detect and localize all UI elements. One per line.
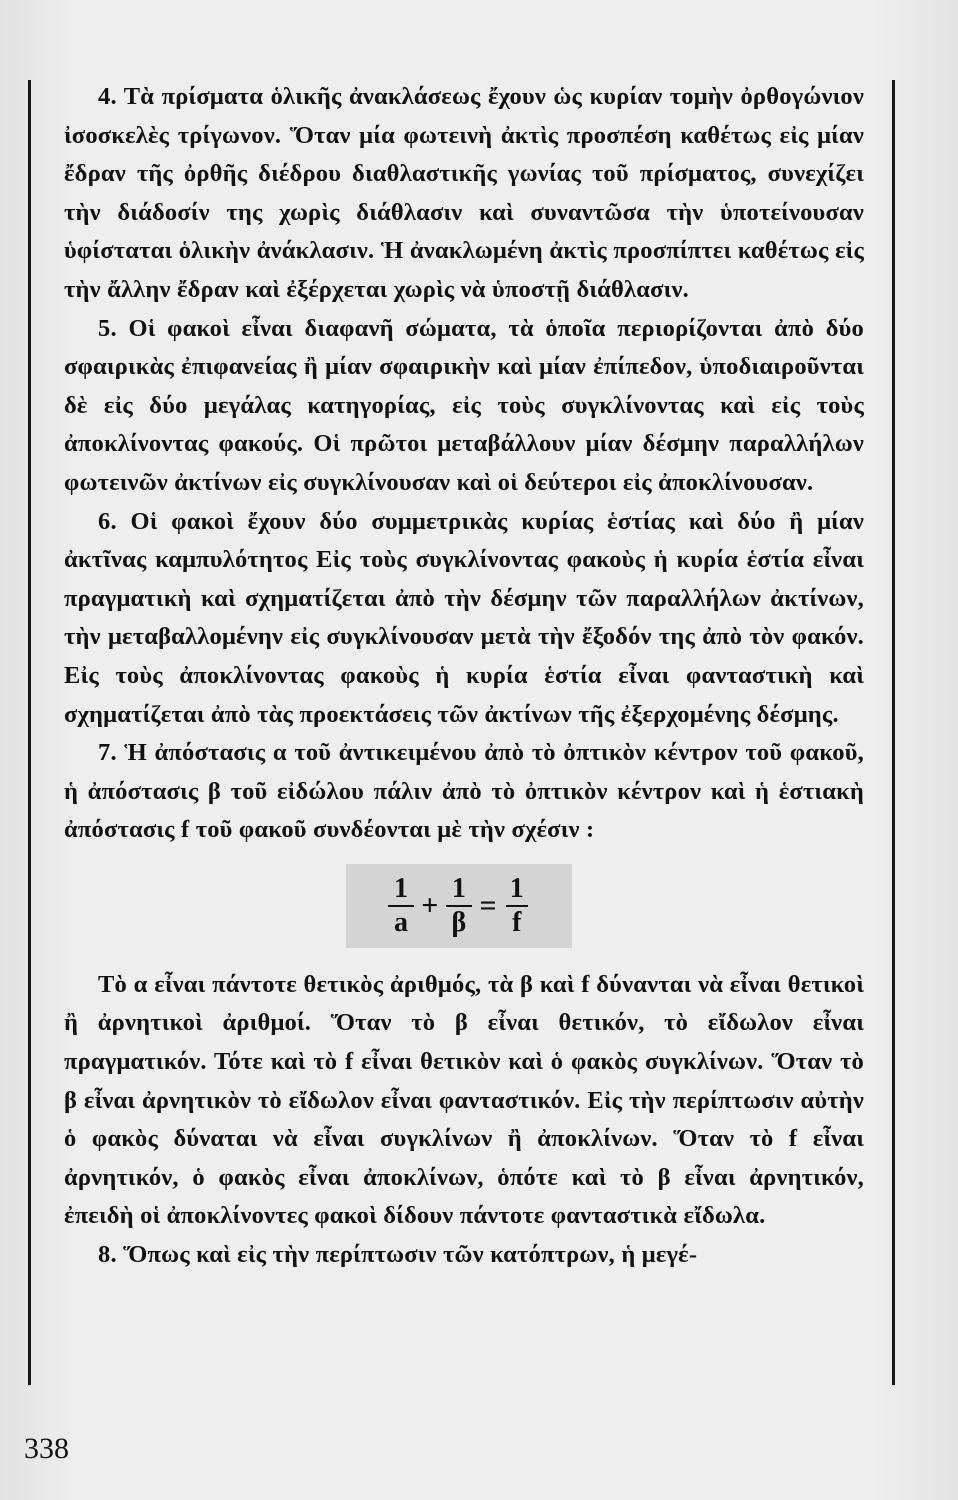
formula-block — [64, 850, 864, 966]
text-column — [64, 78, 864, 1275]
equals-sign: = — [479, 888, 497, 922]
fraction-denominator: f — [506, 905, 528, 939]
fraction-numerator: 1 — [451, 872, 467, 904]
fraction-1-over-f — [504, 873, 530, 939]
fraction-denominator: β — [446, 905, 473, 939]
paragraph-8: 8. Ὅπως καὶ εἰς τὴν περίπτωσιν τῶν κατόπτρων, ἡ μεγέ- — [98, 1241, 698, 1269]
lens-formula — [346, 864, 572, 948]
left-margin-rule — [28, 80, 31, 1385]
right-margin-rule — [892, 80, 895, 1385]
paragraph-4: 4. Τὰ πρίσματα ὁλικῆς ἀνακλάσεως ἔχουν ὡς κυρίαν τομὴν ὀρθογώνιον ἰσοσκελὲς τρίγωνον. Ὅταν μία φωτεινὴ ἀκτὶς προσπέση καθέτως εἰς μίαν ἔδραν τῆς ὀρθῆς διέδρου διαθλαστικῆς γωνίας τοῦ πρίσματος, συνεχίζει τὴν διάδοσίν της χωρὶς διάθλασιν καὶ συναντῶσα τὴν ὑποτείνουσαν ὑφίσταται ὁλικὴν ἀνάκλασιν. Ἡ ἀνακλωμένη ἀκτὶς προσπίπτει καθέτως εἰς τὴν ἄλλην ἔδραν καὶ ἐξέρχεται χωρὶς νὰ ὑποστῇ διάθλασιν. — [64, 83, 864, 303]
fraction-1-over-beta — [446, 873, 473, 939]
plus-sign: + — [421, 888, 439, 922]
paragraph-7: 7. Ἡ ἀπόστασις α τοῦ ἀντικειμένου ἀπὸ τὸ ὀπτικὸν κέντρον τοῦ φακοῦ, ἡ ἀπόστασις β τοῦ εἰδώλου πάλιν ἀπὸ τὸ ὀπτικὸν κέντρον καὶ ἡ ἑστιακὴ ἀπόστασις f τοῦ φακοῦ συνδέονται μὲ τὴν σχέσιν : — [64, 739, 864, 844]
paragraph-5: 5. Οἱ φακοὶ εἶναι διαφανῆ σώματα, τὰ ὁποῖα περιορίζονται ἀπὸ δύο σφαιρικὰς ἐπιφανείας ἢ μίαν σφαιρικὴν καὶ μίαν ἐπίπεδον, ὑποδιαιροῦνται δὲ εἰς δύο μεγάλας κατηγορίας, εἰς τοὺς συγκλίνοντας καὶ εἰς τοὺς ἀποκλίνοντας φακούς. Οἱ πρῶτοι μεταβάλλουν μίαν δέσμην παραλλήλων φωτεινῶν ἀκτίνων εἰς συγκλίνουσαν καὶ οἱ δεύτεροι εἰς ἀποκλίνουσαν. — [64, 314, 864, 496]
paragraph-after-formula: Τὸ α εἶναι πάντοτε θετικὸς ἀριθμός, τὰ β καὶ f δύνανται νὰ εἶναι θετικοὶ ἢ ἀρνητικοὶ ἀριθμοί. Ὅταν τὸ β εἶναι θετικόν, τὸ εἴδωλον εἶναι πραγματικόν. Τότε καὶ τὸ f εἶναι θετικὸν καὶ ὁ φακὸς συγκλίνων. Ὅταν τὸ β εἶναι ἀρνητικὸν τὸ εἴδωλον εἶναι φανταστικόν. Εἰς τὴν περίπτωσιν αὐτὴν ὁ φακὸς δύναται νὰ εἶναι συγκλίνων ἢ ἀποκλίνων. Ὅταν τὸ f εἶναι ἀρνητικόν, ὁ φακὸς εἶναι ἀποκλίνων, ὁπότε καὶ τὸ β εἶναι ἀρνητικόν, ἐπειδὴ οἱ ἀποκλίνοντες φακοὶ δίδουν πάντοτε φανταστικὰ εἴδωλα. — [64, 970, 864, 1230]
fraction-numerator: 1 — [509, 872, 524, 904]
page-number: 338 — [24, 1432, 69, 1465]
paragraph-6: 6. Οἱ φακοὶ ἔχουν δύο συμμετρικὰς κυρίας ἑστίας καὶ δύο ἢ μίαν ἀκτῖνας καμπυλότητος Εἰς τοὺς συγκλίνοντας φακοὺς ἡ κυρία ἑστία εἶναι πραγματικὴ καὶ σχηματίζεται ἀπὸ τὴν δέσμην τῶν παραλλήλων ἀκτίνων, τὴν μεταβαλλομένην εἰς συγκλίνουσαν μετὰ τὴν ἔξοδόν της ἀπὸ τὸν φακόν. Εἰς τοὺς ἀποκλίνοντας φακοὺς ἡ κυρία ἑστία εἶναι φανταστικὴ καὶ σχηματίζεται ἀπὸ τὰς προεκτάσεις τῶν ἀκτίνων τῆς ἐξερχομένης δέσμης. — [64, 507, 864, 728]
fraction-denominator: a — [388, 905, 414, 939]
fraction-1-over-a — [388, 873, 414, 939]
fraction-numerator: 1 — [394, 872, 409, 904]
